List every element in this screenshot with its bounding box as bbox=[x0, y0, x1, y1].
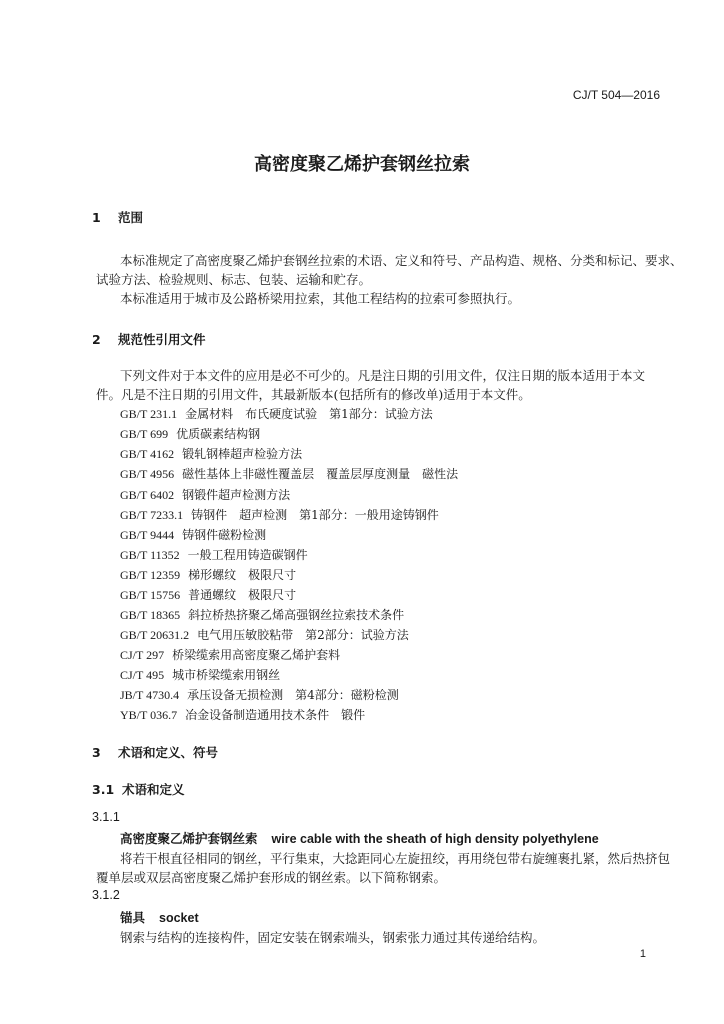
subsection-number: 3.1 bbox=[92, 782, 115, 797]
reference-name: 城市桥梁缆索用钢丝 bbox=[172, 668, 281, 682]
reference-item bbox=[120, 646, 340, 663]
reference-item bbox=[120, 546, 308, 563]
reference-name: 铸钢件磁粉检测 bbox=[182, 528, 267, 542]
reference-code: GB/T 18365 bbox=[120, 608, 181, 622]
document-title: 高密度聚乙烯护套钢丝拉索 bbox=[254, 154, 470, 175]
reference-item bbox=[120, 465, 458, 482]
standard-code: CJ/T 504—2016 bbox=[572, 88, 660, 102]
reference-name: 钢锻件超声检测方法 bbox=[182, 488, 291, 502]
reference-name: 承压设备无损检测 第4部分：磁粉检测 bbox=[187, 688, 399, 702]
term-number: 3.1.2 bbox=[92, 888, 120, 902]
reference-item bbox=[120, 486, 290, 503]
term-definition-line: 覆单层或双层高密度聚乙烯护套形成的钢丝索。以下简称钢索。 bbox=[96, 870, 447, 885]
reference-name: 铸钢件 超声检测 第1部分：一般用途铸钢件 bbox=[191, 508, 439, 522]
reference-name: 桥梁缆索用高密度聚乙烯护套料 bbox=[172, 648, 341, 662]
reference-name: 斜拉桥热挤聚乙烯高强钢丝拉索技术条件 bbox=[188, 608, 405, 622]
reference-item bbox=[120, 626, 409, 643]
section-3-heading bbox=[92, 743, 218, 761]
reference-item bbox=[120, 445, 302, 462]
reference-name: 普通螺纹 极限尺寸 bbox=[188, 588, 297, 602]
reference-code: GB/T 11352 bbox=[120, 548, 180, 562]
section-number: 2 bbox=[92, 332, 101, 347]
reference-code: YB/T 036.7 bbox=[120, 708, 178, 722]
subsection-heading bbox=[92, 780, 185, 798]
reference-code: CJ/T 495 bbox=[120, 668, 165, 682]
term-entry bbox=[120, 908, 199, 926]
section-number: 1 bbox=[92, 210, 101, 225]
reference-code: GB/T 15756 bbox=[120, 588, 181, 602]
reference-name: 梯形螺纹 极限尺寸 bbox=[188, 568, 297, 582]
reference-code: GB/T 4162 bbox=[120, 447, 175, 461]
references-intro-line: 下列文件对于本文件的应用是必不可少的。凡是注日期的引用文件，仅注日期的版本适用于本文 bbox=[120, 368, 646, 383]
subsection-title: 术语和定义 bbox=[122, 782, 185, 797]
term-number: 3.1.1 bbox=[92, 810, 120, 824]
reference-name: 电气用压敏胶粘带 第2部分：试验方法 bbox=[197, 628, 409, 642]
section-title: 规范性引用文件 bbox=[118, 332, 206, 347]
reference-code: GB/T 6402 bbox=[120, 488, 175, 502]
reference-item bbox=[120, 425, 260, 442]
reference-item bbox=[120, 506, 439, 523]
section-number: 3 bbox=[92, 745, 101, 760]
term-english: wire cable with the sheath of high density polyethylene bbox=[271, 832, 599, 846]
reference-code: GB/T 231.1 bbox=[120, 407, 178, 421]
scope-paragraph-line: 本标准规定了高密度聚乙烯护套钢丝拉索的术语、定义和符号、产品构造、规格、分类和标记、要求、 bbox=[120, 253, 683, 268]
reference-code: GB/T 4956 bbox=[120, 467, 175, 481]
term-definition-line: 钢索与结构的连接构件，固定安装在钢索端头，钢索张力通过其传递给结构。 bbox=[120, 930, 546, 945]
reference-item bbox=[120, 566, 296, 583]
reference-item bbox=[120, 666, 280, 683]
reference-name: 一般工程用铸造碳钢件 bbox=[187, 548, 308, 562]
reference-item bbox=[120, 405, 433, 422]
section-1-heading bbox=[92, 208, 143, 226]
reference-item bbox=[120, 706, 365, 723]
reference-code: JB/T 4730.4 bbox=[120, 688, 180, 702]
page-number: 1 bbox=[639, 948, 646, 960]
term-definition-line: 将若干根直径相同的钢丝，平行集束，大捻距同心左旋扭绞，再用绕包带右旋缠裹扎紧，然后热挤包 bbox=[120, 851, 671, 866]
reference-name: 冶金设备制造通用技术条件 锻件 bbox=[185, 708, 366, 722]
reference-name: 金属材料 布氏硬度试验 第1部分：试验方法 bbox=[185, 407, 433, 421]
references-intro-line: 件。凡是不注日期的引用文件，其最新版本(包括所有的修改单)适用于本文件。 bbox=[96, 387, 531, 402]
term-english: socket bbox=[159, 911, 199, 925]
term-chinese: 高密度聚乙烯护套钢丝索 bbox=[120, 831, 258, 846]
reference-item bbox=[120, 586, 296, 603]
reference-item bbox=[120, 526, 266, 543]
reference-code: GB/T 9444 bbox=[120, 528, 175, 542]
reference-code: GB/T 699 bbox=[120, 427, 169, 441]
term-entry bbox=[120, 829, 599, 847]
reference-name: 磁性基体上非磁性覆盖层 覆盖层厚度测量 磁性法 bbox=[182, 467, 459, 481]
scope-paragraph-line: 试验方法、检验规则、标志、包装、运输和贮存。 bbox=[96, 272, 372, 287]
reference-code: GB/T 12359 bbox=[120, 568, 181, 582]
reference-code: CJ/T 297 bbox=[120, 648, 165, 662]
reference-code: GB/T 20631.2 bbox=[120, 628, 190, 642]
reference-name: 锻轧钢棒超声检验方法 bbox=[182, 447, 303, 461]
section-title: 范围 bbox=[118, 210, 144, 225]
reference-name: 优质碳素结构钢 bbox=[176, 427, 261, 441]
reference-code: GB/T 7233.1 bbox=[120, 508, 184, 522]
section-title: 术语和定义、符号 bbox=[118, 745, 219, 760]
reference-item bbox=[120, 686, 399, 703]
term-chinese: 锚具 bbox=[120, 910, 146, 925]
scope-paragraph: 本标准适用于城市及公路桥梁用拉索，其他工程结构的拉索可参照执行。 bbox=[120, 291, 521, 306]
reference-item bbox=[120, 606, 404, 623]
section-2-heading bbox=[92, 330, 206, 348]
